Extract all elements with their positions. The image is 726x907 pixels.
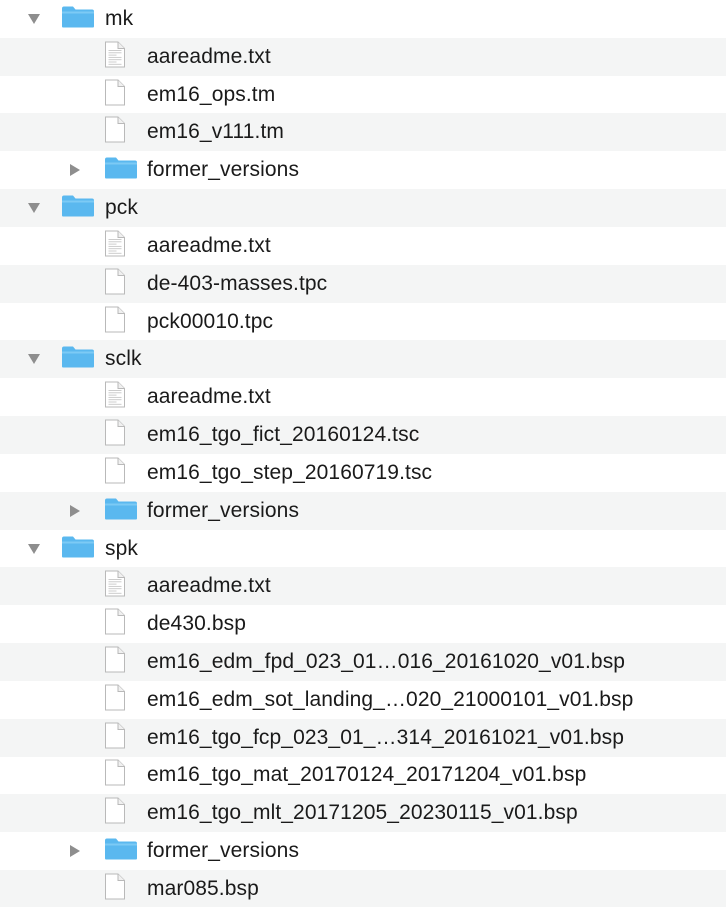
disclosure-triangle-down-icon[interactable] <box>26 200 42 216</box>
file-row[interactable] <box>0 719 726 757</box>
disclosure-triangle-right-icon[interactable] <box>67 503 83 519</box>
file-row[interactable] <box>0 757 726 795</box>
file-row[interactable] <box>0 454 726 492</box>
document-icon <box>104 759 126 792</box>
item-name: mk <box>105 6 134 30</box>
file-row[interactable] <box>0 416 726 454</box>
text-document-icon <box>104 229 126 262</box>
item-name: em16_edm_sot_landing_…020_21000101_v01.bsp <box>147 687 634 711</box>
file-row[interactable] <box>0 113 726 151</box>
text-document-icon <box>104 570 126 603</box>
document-icon <box>104 305 126 338</box>
folder-row[interactable] <box>0 189 726 227</box>
folder-row[interactable] <box>0 151 726 189</box>
folder-icon <box>61 194 95 223</box>
document-icon <box>104 116 126 149</box>
folder-icon <box>61 4 95 33</box>
disclosure-triangle-right-icon[interactable] <box>67 162 83 178</box>
file-row[interactable] <box>0 794 726 832</box>
item-name: former_versions <box>147 839 300 863</box>
item-name: em16_tgo_fict_20160124.tsc <box>147 423 420 447</box>
item-name: aareadme.txt <box>147 385 271 409</box>
folder-icon <box>104 837 138 866</box>
text-document-icon <box>104 40 126 73</box>
item-name: aareadme.txt <box>147 574 271 598</box>
folder-icon <box>61 345 95 374</box>
document-icon <box>104 267 126 300</box>
file-row[interactable] <box>0 76 726 114</box>
item-name: former_versions <box>147 498 300 522</box>
file-row[interactable] <box>0 227 726 265</box>
folder-row[interactable] <box>0 492 726 530</box>
item-name: de430.bsp <box>147 612 246 636</box>
folder-row[interactable] <box>0 0 726 38</box>
file-row[interactable] <box>0 870 726 907</box>
item-name: em16_edm_fpd_023_01…016_20161020_v01.bsp <box>147 649 626 673</box>
item-name: em16_v111.tm <box>147 120 284 144</box>
item-name: em16_tgo_step_20160719.tsc <box>147 460 433 484</box>
folder-icon <box>104 156 138 185</box>
file-row[interactable] <box>0 681 726 719</box>
disclosure-triangle-down-icon[interactable] <box>26 351 42 367</box>
item-name: aareadme.txt <box>147 233 271 257</box>
folder-icon <box>104 496 138 525</box>
item-name: em16_ops.tm <box>147 82 276 106</box>
folder-row[interactable] <box>0 832 726 870</box>
item-name: spk <box>105 536 138 560</box>
item-name: em16_tgo_fcp_023_01_…314_20161021_v01.bsp <box>147 725 625 749</box>
file-row[interactable] <box>0 303 726 341</box>
text-document-icon <box>104 381 126 414</box>
item-name: sclk <box>105 347 142 371</box>
item-name: aareadme.txt <box>147 44 271 68</box>
folder-row[interactable] <box>0 340 726 378</box>
item-name: pck <box>105 196 138 220</box>
item-name: em16_tgo_mlt_20171205_20230115_v01.bsp <box>147 801 578 825</box>
folder-icon <box>61 534 95 563</box>
document-icon <box>104 721 126 754</box>
document-icon <box>104 78 126 111</box>
document-icon <box>104 456 126 489</box>
file-row[interactable] <box>0 378 726 416</box>
disclosure-triangle-down-icon[interactable] <box>26 11 42 27</box>
file-row[interactable] <box>0 265 726 303</box>
document-icon <box>104 608 126 641</box>
item-name: mar085.bsp <box>147 876 259 900</box>
document-icon <box>104 645 126 678</box>
file-row[interactable] <box>0 567 726 605</box>
item-name: de-403-masses.tpc <box>147 271 328 295</box>
file-row[interactable] <box>0 38 726 76</box>
item-name: pck00010.tpc <box>147 309 274 333</box>
folder-row[interactable] <box>0 530 726 568</box>
document-icon <box>104 872 126 905</box>
document-icon <box>104 419 126 452</box>
document-icon <box>104 797 126 830</box>
item-name: former_versions <box>147 158 300 182</box>
file-row[interactable] <box>0 643 726 681</box>
disclosure-triangle-right-icon[interactable] <box>67 843 83 859</box>
disclosure-triangle-down-icon[interactable] <box>26 541 42 557</box>
file-row[interactable] <box>0 605 726 643</box>
item-name: em16_tgo_mat_20170124_20171204_v01.bsp <box>147 763 587 787</box>
document-icon <box>104 683 126 716</box>
